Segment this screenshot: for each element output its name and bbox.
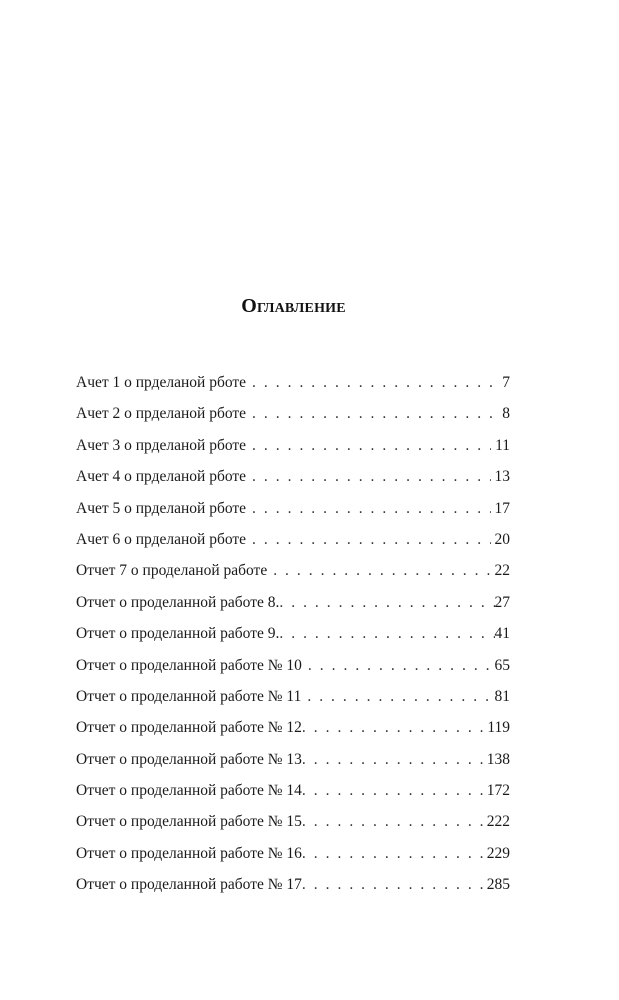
toc-entry-label: Отчет о проделанной работе № 10: [76, 656, 302, 674]
toc-entry-page: 229: [486, 844, 510, 862]
dot-leader: [252, 529, 490, 551]
dot-leader: [252, 435, 491, 457]
toc-entry-page: 81: [494, 687, 510, 705]
toc-entry-page: 17: [494, 499, 510, 517]
dot-leader: [302, 843, 487, 865]
toc-entry-page: 222: [486, 813, 510, 831]
toc-entry-label: Отчет о проделанной работе 8.: [76, 593, 280, 611]
toc-entry[interactable]: [76, 874, 510, 905]
page-title: Оглавление: [241, 295, 346, 318]
toc-entry-page: 11: [495, 436, 510, 454]
toc-entry-label: Отчет о проделанной работе № 14: [76, 782, 302, 800]
dot-leader: [302, 874, 487, 896]
toc-entry[interactable]: [76, 655, 510, 686]
toc-entry-label: Отчет 7 о проделаной работе: [76, 562, 268, 580]
dot-leader: [252, 372, 498, 394]
toc-entry-page: 138: [486, 750, 510, 768]
toc-entry[interactable]: [76, 592, 510, 623]
dot-leader: [252, 498, 490, 520]
toc-entry[interactable]: [76, 811, 510, 842]
toc-entry-label: Отчет о проделанной работе № 13: [76, 750, 302, 768]
toc-entry[interactable]: [76, 560, 510, 591]
toc-entry[interactable]: [76, 466, 510, 497]
toc-entry-page: 7: [502, 374, 510, 391]
toc-entry-label: Ачет 6 о прделаной рботе: [76, 530, 247, 548]
toc-entry-page: 22: [494, 562, 510, 580]
toc-entry[interactable]: [76, 403, 510, 434]
toc-entry[interactable]: [76, 780, 510, 811]
dot-leader: [279, 592, 494, 614]
toc-entry[interactable]: [76, 498, 510, 529]
toc-entry-label: Ачет 4 о прделаной рботе: [76, 468, 247, 486]
toc-entry-label: Отчет о проделанной работе № 16: [76, 844, 302, 862]
toc-entry[interactable]: [76, 843, 510, 874]
dot-leader: [302, 811, 487, 833]
toc-entry-label: Ачет 3 о прделаной рботе: [76, 436, 247, 454]
toc-entry-page: 119: [487, 719, 510, 737]
toc-entry[interactable]: [76, 529, 510, 560]
toc-entry-label: Ачет 1 о прделаной рботе: [76, 374, 247, 391]
toc-entry-label: Ачет 2 о прделаной рботе: [76, 405, 247, 423]
toc-entry[interactable]: [76, 717, 510, 748]
toc-entry-page: 172: [486, 782, 510, 800]
toc-entry-page: 13: [494, 468, 510, 486]
toc-entry[interactable]: [76, 623, 510, 654]
toc-entry-label: Отчет о проделанной работе 9.: [76, 625, 280, 643]
dot-leader: [252, 403, 498, 425]
table-of-contents: [76, 372, 510, 906]
dot-leader: [308, 655, 491, 677]
dot-leader: [302, 717, 487, 739]
toc-entry-label: Отчет о проделанной работе № 11: [76, 687, 302, 705]
toc-entry[interactable]: [76, 749, 510, 780]
dot-leader: [307, 686, 490, 708]
toc-entry-page: 285: [486, 876, 510, 894]
toc-entry-label: Отчет о проделанной работе № 12: [76, 719, 302, 737]
dot-leader: [302, 780, 487, 802]
toc-entry[interactable]: [76, 686, 510, 717]
toc-entry-label: Отчет о проделанной работе № 17: [76, 876, 302, 894]
dot-leader: [273, 560, 490, 582]
toc-entry-page: 65: [494, 656, 510, 674]
toc-entry-page: 27: [494, 593, 510, 611]
toc-entry-page: 41: [494, 625, 510, 643]
dot-leader: [252, 466, 490, 488]
toc-entry-label: Ачет 5 о прделаной рботе: [76, 499, 247, 517]
dot-leader: [302, 749, 487, 771]
toc-entry-page: 20: [494, 530, 510, 548]
toc-entry[interactable]: [76, 435, 510, 466]
toc-entry-label: Отчет о проделанной работе № 15: [76, 813, 302, 831]
toc-entry[interactable]: [76, 372, 510, 403]
toc-entry-page: 8: [502, 405, 510, 423]
dot-leader: [279, 623, 494, 645]
